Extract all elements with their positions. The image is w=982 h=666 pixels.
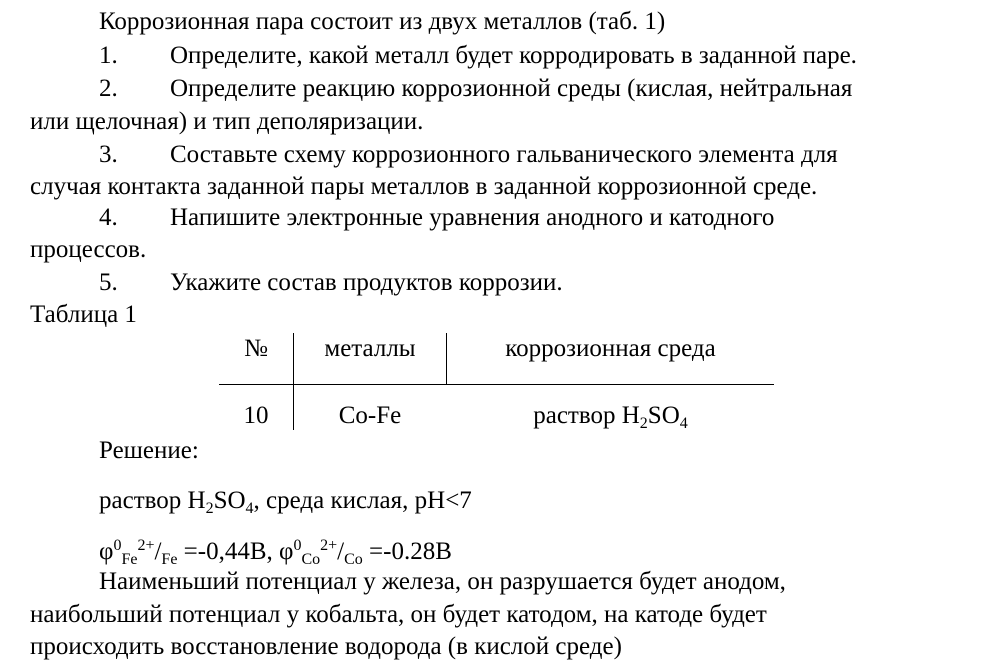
solution-conclusion-line-2: наибольший потенциал у кобальта, он будет катодом, на катоде будет: [30, 601, 767, 628]
task-4-continuation: процессов.: [30, 236, 147, 263]
task-number: 3.: [99, 141, 118, 168]
table-row-medium: раствор $H_2SO_4$: [533, 402, 688, 432]
table-header-number: №: [244, 335, 268, 362]
metals-table: [219, 333, 774, 433]
task-3: [99, 140, 838, 170]
table-header-medium: коррозионная среда: [505, 335, 716, 362]
task-text: Составьте схему коррозионного гальванического элемента для: [170, 141, 838, 168]
task-3-continuation: случая контакта заданной пары металлов в заданной коррозионной среде.: [30, 173, 818, 200]
table-row-number: 10: [243, 402, 269, 429]
task-text: Напишите электронные уравнения анодного и катодного: [170, 204, 775, 231]
solution-conclusion-line-3: происходить восстановление водорода (в кислой среде): [30, 633, 622, 660]
table-header-divider: [219, 384, 774, 385]
intro-text: Коррозионная пара состоит из двух металлов (таб. 1): [99, 8, 666, 35]
task-1: [99, 41, 857, 71]
task-number: 4.: [99, 204, 118, 231]
task-5: [99, 268, 563, 298]
task-number: 5.: [99, 269, 118, 296]
task-text: Определите реакцию коррозионной среды (кислая, нейтральная: [170, 75, 853, 102]
solution-conclusion-line-1: Наименьший потенциал у железа, он разрушается будет анодом,: [99, 568, 786, 595]
task-number: 1.: [99, 42, 118, 69]
table-row-metals: Co-Fe: [338, 402, 402, 429]
task-text: Укажите состав продуктов коррозии.: [170, 269, 563, 296]
task-4: [99, 203, 774, 233]
solution-heading: Решение:: [99, 437, 199, 464]
task-2: [99, 74, 852, 104]
table-header-metals: металлы: [324, 335, 416, 362]
table-caption: Таблица 1: [30, 301, 137, 328]
task-number: 2.: [99, 75, 118, 102]
task-text: Определите, какой металл будет корродировать в заданной паре.: [170, 42, 857, 69]
task-2-continuation: или щелочная) и тип деполяризации.: [30, 108, 424, 135]
solution-potentials-line: $\varphi^0_{Fe}^{2+}/_{Fe} =-0,44В$, $\varphi^0_{Co}^{2+}/_{Co} =-0.28В$: [99, 537, 452, 568]
solution-medium-line: раствор $H_2SO_4$, среда кислая, pH<7: [99, 487, 472, 517]
